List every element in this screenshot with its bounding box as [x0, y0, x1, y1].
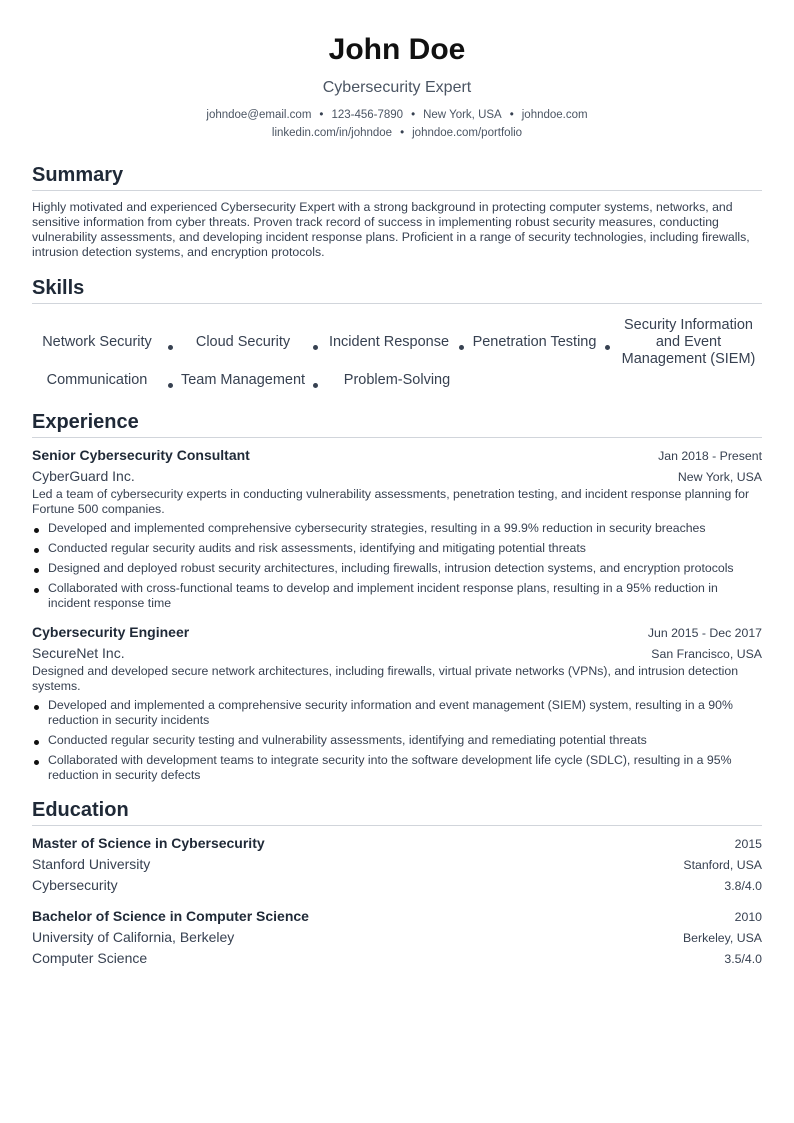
portfolio-link[interactable]: johndoe.com/portfolio — [412, 127, 523, 139]
bullet-dot — [34, 760, 39, 765]
candidate-name: John Doe — [328, 33, 466, 66]
location-text: New York, USA — [423, 109, 502, 121]
degree-name: Master of Science in Cybersecurity — [32, 835, 265, 851]
job-company: SecureNet Inc. — [32, 645, 125, 661]
job-dates: Jan 2018 - Present — [658, 449, 762, 463]
job-company: CyberGuard Inc. — [32, 468, 135, 484]
field-of-study: Cybersecurity — [32, 877, 118, 893]
separator-dot — [168, 383, 173, 388]
education-entry — [32, 835, 762, 894]
skill-item: Cloud Security — [195, 334, 291, 350]
list-item — [32, 521, 762, 536]
candidate-title: Cybersecurity Expert — [322, 79, 472, 96]
bullet-dot — [34, 588, 39, 593]
bullet-dot — [34, 568, 39, 573]
separator-dot: • — [400, 127, 405, 139]
graduation-year: 2010 — [734, 910, 762, 924]
summary-section — [32, 163, 762, 260]
list-item — [32, 581, 762, 611]
bullet-text: Conducted regular security audits and risk assessments, identifying and mitigating potential threats — [48, 541, 586, 555]
skill-item: Incident Response — [328, 334, 450, 350]
job-role: Cybersecurity Engineer — [32, 624, 190, 640]
skill-item: Network Security — [42, 334, 152, 350]
job-description: Led a team of cybersecurity experts in conducting vulnerability assessments, penetration testing, and incident response planning for Fortune 500 companies. — [32, 487, 750, 516]
job-role: Senior Cybersecurity Consultant — [32, 447, 250, 463]
experience-section — [32, 410, 762, 783]
website-link[interactable]: johndoe.com — [521, 109, 588, 121]
field-of-study: Computer Science — [32, 950, 148, 966]
email-link[interactable]: johndoe@email.com — [206, 109, 312, 121]
separator-dot — [605, 345, 610, 350]
job-bullets — [32, 698, 762, 783]
list-item — [32, 561, 762, 576]
job-entry — [32, 447, 762, 611]
skills-section — [32, 276, 762, 400]
separator-dot: • — [509, 109, 514, 121]
skill-item: Problem-Solving — [343, 372, 451, 388]
bullet-dot — [34, 705, 39, 710]
bullet-text: Conducted regular security testing and vulnerability assessments, identifying and remediating potential threats — [48, 733, 647, 747]
bullet-dot — [34, 740, 39, 745]
gpa-value: 3.5/4.0 — [724, 952, 762, 966]
list-item — [32, 753, 762, 783]
gpa-value: 3.8/4.0 — [724, 879, 762, 893]
job-bullets — [32, 521, 762, 611]
contact-row — [32, 106, 762, 124]
job-entry — [32, 624, 762, 783]
bullet-dot — [34, 528, 39, 533]
bullet-text: Collaborated with development teams to integrate security into the software development life cycle (SDLC), resulting in a 95% reduction in security defects — [48, 753, 732, 782]
school-name: Stanford University — [32, 856, 151, 872]
skills-heading: Skills — [32, 276, 762, 304]
separator-dot: • — [319, 109, 324, 121]
skill-item: Security Information and Event Management (SIEM) — [621, 317, 756, 367]
separator-dot — [313, 345, 318, 350]
education-entry — [32, 908, 762, 967]
job-location: New York, USA — [677, 470, 762, 484]
skills-grid — [32, 308, 762, 400]
education-heading: Education — [32, 798, 762, 826]
graduation-year: 2015 — [734, 837, 762, 851]
bullet-text: Developed and implemented a comprehensive security information and event management (SIEM) system, resulting in a 90% reduction in security incidents — [48, 698, 733, 727]
separator-dot — [459, 345, 464, 350]
phone-text: 123-456-7890 — [331, 109, 404, 121]
skill-item: Communication — [46, 372, 148, 388]
summary-text: Highly motivated and experienced Cybersecurity Expert with a strong background in protecting computer systems, networks, and sensitive information from cyber threats. Proven track record of success in implementing robust security measures, conducting vulnerability assessments, and developing incident response plans. Proficient in a range of security technologies, including firewalls, intrusion detection systems, and encryption protocols. — [32, 200, 750, 259]
skill-item: Team Management — [180, 372, 306, 388]
job-location: San Francisco, USA — [651, 647, 762, 661]
bullet-dot — [34, 548, 39, 553]
job-dates: Jun 2015 - Dec 2017 — [647, 626, 762, 640]
list-item — [32, 733, 762, 748]
separator-dot — [313, 383, 318, 388]
bullet-text: Developed and implemented comprehensive cybersecurity strategies, resulting in a 99.9% reduction in security breaches — [48, 521, 706, 535]
school-name: University of California, Berkeley — [32, 929, 235, 945]
school-location: Berkeley, USA — [682, 931, 762, 945]
list-item — [32, 698, 762, 728]
degree-name: Bachelor of Science in Computer Science — [32, 908, 309, 924]
contact-row — [32, 124, 762, 142]
education-section — [32, 798, 762, 967]
separator-dot: • — [411, 109, 416, 121]
separator-dot — [168, 345, 173, 350]
experience-heading: Experience — [32, 410, 762, 438]
bullet-text: Designed and deployed robust security architectures, including firewalls, intrusion detection systems, and encryption protocols — [48, 561, 734, 575]
summary-heading: Summary — [32, 163, 762, 191]
resume-header — [32, 0, 762, 142]
job-description: Designed and developed secure network architectures, including firewalls, virtual private networks (VPNs), and intrusion detection systems. — [32, 664, 739, 693]
skill-item: Penetration Testing — [472, 334, 597, 350]
list-item — [32, 541, 762, 556]
linkedin-link[interactable]: linkedin.com/in/johndoe — [271, 127, 393, 139]
school-location: Stanford, USA — [683, 858, 762, 872]
bullet-text: Collaborated with cross-functional teams to develop and implement incident response plans, resulting in a 95% reduction in incident response time — [48, 581, 718, 610]
